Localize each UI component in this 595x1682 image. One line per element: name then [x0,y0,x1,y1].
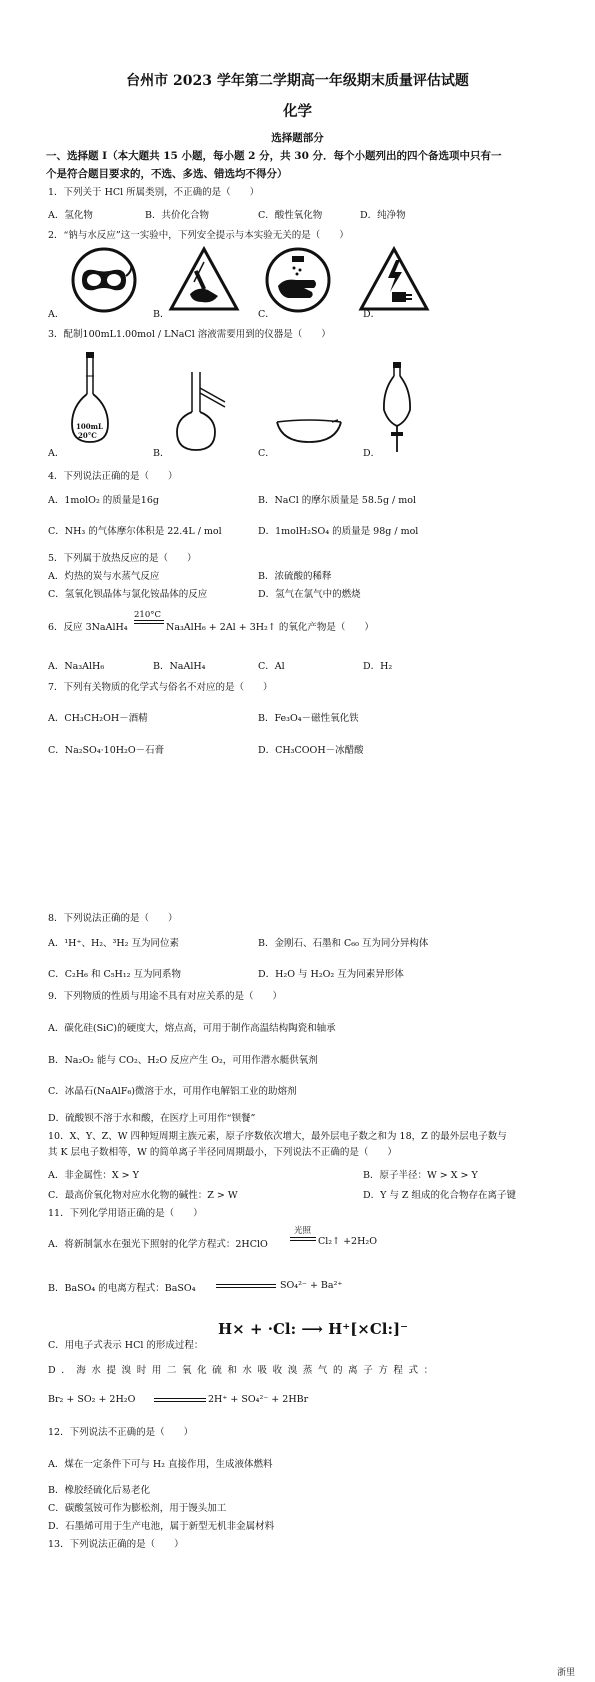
q6-option-c: C．Al [258,661,285,672]
q3-option-b: B． [153,448,170,459]
q2-option-c: C． [258,309,275,320]
q3-option-c: C． [258,448,275,459]
question-12-stem: 12．下列说法不正确的是（ ） [48,1427,194,1438]
question-8-stem: 8．下列说法正确的是（ ） [48,913,178,924]
q5-option-a: A．灼热的炭与水蒸气反应 [48,571,160,582]
q3-option-a: A． [48,448,65,459]
question-1-stem: 1．下列关于 HCl 所属类别，不正确的是（ ） [48,187,260,198]
flask-label-volume: 100mL [76,422,103,431]
exam-title: 台州市 2023 学年第二学期高一年级期末质量评估试题 [126,73,469,89]
q4-option-b: B．NaCl 的摩尔质量是 58.5g / mol [258,495,417,506]
q6-option-a: A．Na₃AlH₆ [48,661,105,672]
question-6-stem-post: Na₃AlH₆ + 2Al + 3H₂↑ 的氧化产物是（ ） [166,622,374,633]
q9-option-c: C．冰晶石(NaAlF₆)微溶于水，可用作电解铝工业的助熔剂 [48,1086,297,1097]
q6-option-b: B．NaAlH₄ [153,661,206,672]
q5-option-d: D．氢气在氯气中的燃烧 [258,589,361,600]
question-10-stem-line1: 10．X、Y、Z、W 四种短周期主族元素，原子序数依次增大，最外层电子数之和为 18，Z 的最外层电子数与 [48,1131,507,1142]
q8-option-d: D．H₂O 与 H₂O₂ 互为同素异形体 [258,969,404,980]
q8-option-a: A．¹H⁺、H₂、³H₂ 互为同位素 [48,938,179,949]
part-title: 选择题部分 [271,132,324,144]
question-10-stem-line2: 其 K 层电子数相等，W 的简单离子半径同周期最小，下列说法不正确的是（ ） [48,1147,397,1158]
subject-title: 化学 [283,103,312,120]
hot-hazard-icon [168,246,240,312]
question-6-stem-pre: 6．反应 3NaAlH₄ [48,622,128,633]
q11-a-arrow-bottom [290,1240,316,1241]
q7-option-c: C．Na₂SO₄·10H₂O－石膏 [48,745,165,756]
section-heading-line1: 一、选择题 I（本大题共 15 小题，每小题 2 分，共 30 分．每个小题列出的四个备选项中只有一 [46,150,502,162]
distillation-flask-icon [175,368,235,452]
q11-option-b-post: SO₄²⁻ + Ba²⁺ [280,1280,343,1291]
q10-option-c: C．最高价氧化物对应水化物的碱性：Z > W [48,1190,238,1201]
question-7-stem: 7．下列有关物质的化学式与俗名不对应的是（ ） [48,682,273,693]
q11-option-d-post: 2H⁺ + SO₄²⁻ + 2HBr [208,1394,309,1405]
q11-option-d-line1: D．海水提溴时用二氧化硫和水吸收溴蒸气的离子方程式： [48,1365,439,1376]
question-3-stem: 3．配制100mL1.00mol / LNaCl 溶液需要用到的仪器是（ ） [48,329,331,340]
q11-d-equals-top [154,1398,206,1399]
q11-d-equals-bottom [154,1401,206,1402]
electrical-hazard-icon [358,246,430,312]
q11-b-equals-bottom [216,1287,276,1288]
q6-reaction-condition: 210°C [134,610,161,620]
q5-option-c: C．氢氧化钡晶体与氯化铵晶体的反应 [48,589,208,600]
q1-option-d: D．纯净物 [360,210,406,221]
q7-option-a: A．CH₃CH₂OH－酒精 [48,713,148,724]
q5-option-b: B．浓硫酸的稀释 [258,571,332,582]
goggles-icon [70,246,138,314]
q1-option-c: C．酸性氧化物 [258,210,323,221]
q6-reaction-arrow-top [134,620,164,621]
q7-option-b: B．Fe₃O₄－磁性氧化铁 [258,713,359,724]
q10-option-a: A．非金属性：X > Y [48,1170,139,1181]
q9-option-b: B．Na₂O₂ 能与 CO₂、H₂O 反应产生 O₂，可用作潜水艇供氧剂 [48,1055,318,1066]
q4-option-d: D．1molH₂SO₄ 的质量是 98g / mol [258,526,419,537]
q8-option-c: C．C₂H₆ 和 C₅H₁₂ 互为同系物 [48,969,181,980]
q11-a-condition: 光照 [294,1226,312,1236]
q6-reaction-arrow-bottom [134,623,164,624]
evaporating-dish-icon [274,416,344,446]
q4-option-a: A．1molO₂ 的质量是16g [48,495,159,506]
q11-option-a-post: Cl₂↑ +2H₂O [318,1236,377,1247]
hand-wash-icon [264,246,332,314]
hcl-electron-formula: H× + ·Cl: ⟶ H⁺[×Cl:]⁻ [218,1320,409,1338]
q6-option-d: D．H₂ [363,661,393,672]
q11-a-arrow-top [290,1237,316,1238]
q11-option-b-pre: B．BaSO₄ 的电离方程式：BaSO₄ [48,1283,196,1294]
flask-label-temp: 20°C [78,431,97,440]
q12-option-d: D．石墨烯可用于生产电池，属于新型无机非金属材料 [48,1521,275,1532]
q2-option-d: D． [363,309,381,320]
q8-option-b: B．金刚石、石墨和 C₆₀ 互为同分异构体 [258,938,429,949]
separatory-funnel-icon [380,360,414,456]
q10-option-d: D．Y 与 Z 组成的化合物存在离子键 [363,1190,517,1201]
q12-option-b: B．橡胶经硫化后易老化 [48,1485,150,1496]
q12-option-a: A．煤在一定条件下可与 H₂ 直接作用，生成液体燃料 [48,1459,273,1470]
footer-corner-text: 浙里 [556,1668,575,1678]
q4-option-c: C．NH₃ 的气体摩尔体积是 22.4L / mol [48,526,222,537]
question-13-stem: 13．下列说法正确的是（ ） [48,1539,184,1550]
q2-option-a: A． [48,309,65,320]
question-11-stem: 11．下列化学用语正确的是（ ） [48,1208,203,1219]
q9-option-d: D．硫酸钡不溶于水和酸，在医疗上可用作“钡餐” [48,1113,256,1124]
q2-option-b: B． [153,309,170,320]
question-9-stem: 9．下列物质的性质与用途不具有对应关系的是（ ） [48,991,283,1002]
q9-option-a: A．碳化硅(SiC)的硬度大，熔点高，可用于制作高温结构陶瓷和轴承 [48,1023,336,1034]
section-heading-line2: 个是符合题目要求的，不选、多选、错选均不得分） [46,168,288,180]
question-4-stem: 4．下列说法正确的是（ ） [48,471,178,482]
q1-option-a: A．氢化物 [48,210,93,221]
q12-option-c: C．碳酸氢铵可作为膨松剂，用于馒头加工 [48,1503,227,1514]
question-5-stem: 5．下列属于放热反应的是（ ） [48,553,197,564]
question-2-stem: 2．“钠与水反应”这一实验中，下列安全提示与本实验无关的是（ ） [48,230,349,241]
q7-option-d: D．CH₃COOH－冰醋酸 [258,745,364,756]
q11-option-c: C．用电子式表示 HCl 的形成过程： [48,1340,204,1351]
q11-b-equals-top [216,1284,276,1285]
q11-option-d-pre: Br₂ + SO₂ + 2H₂O [48,1394,136,1405]
q3-option-d: D． [363,448,381,459]
q10-option-b: B．原子半径：W > X > Y [363,1170,478,1181]
q1-option-b: B．共价化合物 [145,210,209,221]
q11-option-a-pre: A．将新制氯水在强光下照射的化学方程式：2HClO [48,1239,268,1250]
